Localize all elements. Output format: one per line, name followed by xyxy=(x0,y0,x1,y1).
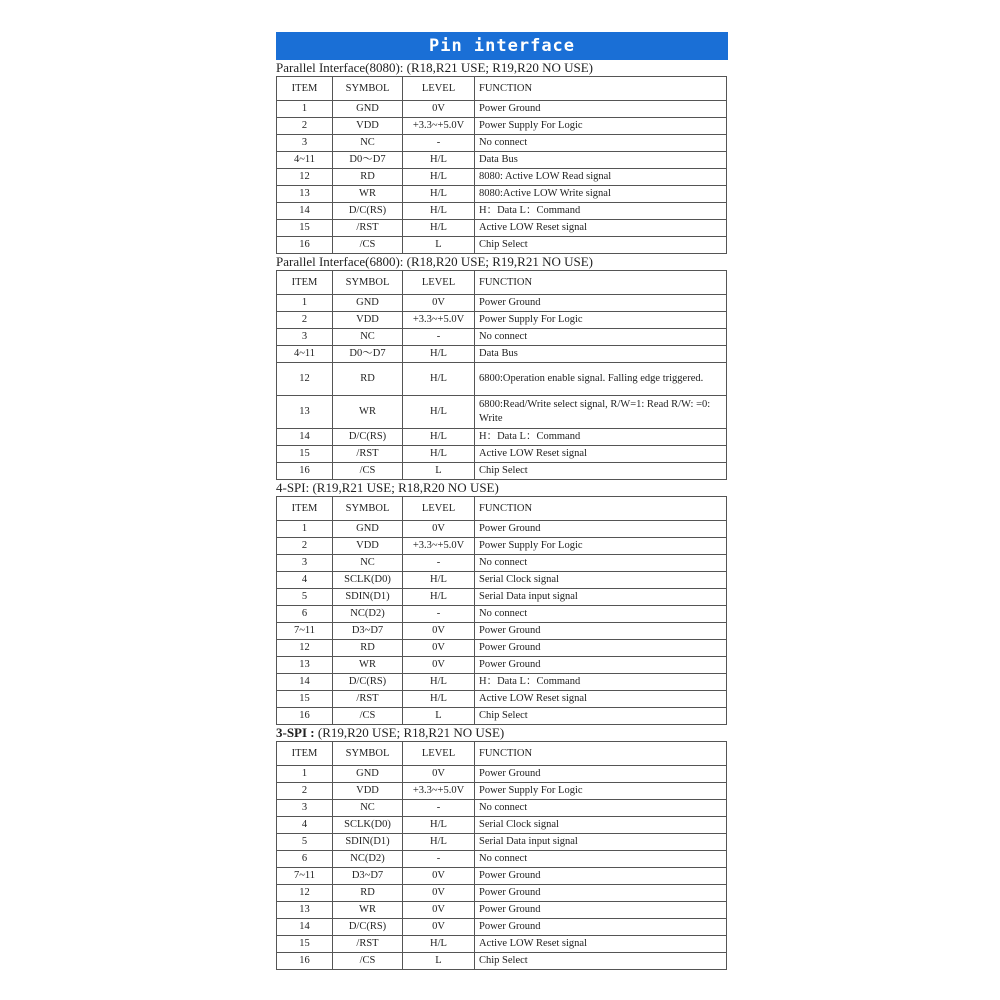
function-cell: Serial Data input signal xyxy=(475,589,727,606)
level-cell: H/L xyxy=(403,834,475,851)
table-row xyxy=(277,800,727,817)
level-cell: 0V xyxy=(403,657,475,674)
symbol-cell: D0～D7 xyxy=(333,152,403,169)
level-cell: 0V xyxy=(403,640,475,657)
table-row xyxy=(277,555,727,572)
item-cell: 4~11 xyxy=(277,346,333,363)
table-row xyxy=(277,657,727,674)
symbol-cell: /CS xyxy=(333,237,403,254)
symbol-cell: /CS xyxy=(333,953,403,970)
function-column-header: FUNCTION xyxy=(475,497,727,521)
item-cell: 5 xyxy=(277,589,333,606)
function-cell: Chip Select xyxy=(475,953,727,970)
level-cell: 0V xyxy=(403,295,475,312)
function-cell: Power Ground xyxy=(475,885,727,902)
section-title-parallel-6800 xyxy=(276,254,728,270)
function-cell: Data Bus xyxy=(475,346,727,363)
function-cell: Serial Data input signal xyxy=(475,834,727,851)
function-cell: Power Supply For Logic xyxy=(475,783,727,800)
table-row xyxy=(277,708,727,725)
level-column-header: LEVEL xyxy=(403,742,475,766)
symbol-cell: GND xyxy=(333,521,403,538)
table-row xyxy=(277,589,727,606)
pin-table-parallel-8080 xyxy=(276,76,727,254)
table-row xyxy=(277,295,727,312)
symbol-cell: SCLK(D0) xyxy=(333,572,403,589)
table-row xyxy=(277,868,727,885)
table-row xyxy=(277,135,727,152)
item-cell: 6 xyxy=(277,606,333,623)
symbol-cell: /RST xyxy=(333,220,403,237)
function-cell: Power Ground xyxy=(475,295,727,312)
level-cell: L xyxy=(403,953,475,970)
function-cell: Power Ground xyxy=(475,766,727,783)
level-cell: H/L xyxy=(403,346,475,363)
item-cell: 15 xyxy=(277,446,333,463)
symbol-cell: NC(D2) xyxy=(333,606,403,623)
function-cell: Data Bus xyxy=(475,152,727,169)
item-cell: 1 xyxy=(277,766,333,783)
table-row xyxy=(277,346,727,363)
level-column-header: LEVEL xyxy=(403,77,475,101)
function-column-header: FUNCTION xyxy=(475,742,727,766)
level-cell: H/L xyxy=(403,169,475,186)
item-cell: 14 xyxy=(277,203,333,220)
function-cell: H：Data L：Command xyxy=(475,429,727,446)
page-title: Pin interface xyxy=(276,32,728,60)
level-cell: H/L xyxy=(403,691,475,708)
symbol-cell: /CS xyxy=(333,708,403,725)
table-row xyxy=(277,521,727,538)
symbol-cell: WR xyxy=(333,396,403,429)
item-cell: 16 xyxy=(277,953,333,970)
function-cell: Power Ground xyxy=(475,521,727,538)
item-cell: 3 xyxy=(277,135,333,152)
level-cell: H/L xyxy=(403,429,475,446)
item-cell: 7~11 xyxy=(277,868,333,885)
level-cell: +3.3~+5.0V xyxy=(403,118,475,135)
table-row xyxy=(277,446,727,463)
table-row xyxy=(277,118,727,135)
symbol-cell: D/C(RS) xyxy=(333,919,403,936)
section-title-parallel-8080 xyxy=(276,60,728,76)
item-cell: 2 xyxy=(277,118,333,135)
table-row xyxy=(277,783,727,800)
item-cell: 2 xyxy=(277,538,333,555)
item-cell: 3 xyxy=(277,555,333,572)
symbol-cell: GND xyxy=(333,766,403,783)
function-cell: Chip Select xyxy=(475,237,727,254)
item-cell: 14 xyxy=(277,919,333,936)
section-title-text: Parallel Interface(6800): (R18,R20 USE; R19,R21 NO USE) xyxy=(276,254,594,269)
symbol-cell: RD xyxy=(333,363,403,396)
table-row xyxy=(277,329,727,346)
table-row xyxy=(277,237,727,254)
function-cell: No connect xyxy=(475,851,727,868)
function-cell: Power Ground xyxy=(475,919,727,936)
function-cell: No connect xyxy=(475,800,727,817)
item-cell: 1 xyxy=(277,521,333,538)
section-title-spi-3wire xyxy=(276,725,728,741)
function-cell: Power Supply For Logic xyxy=(475,312,727,329)
function-cell: Power Supply For Logic xyxy=(475,538,727,555)
level-cell: H/L xyxy=(403,220,475,237)
table-row xyxy=(277,152,727,169)
symbol-cell: NC(D2) xyxy=(333,851,403,868)
table-row xyxy=(277,674,727,691)
function-column-header: FUNCTION xyxy=(475,271,727,295)
item-cell: 14 xyxy=(277,674,333,691)
function-cell: 8080: Active LOW Read signal xyxy=(475,169,727,186)
table-row xyxy=(277,817,727,834)
item-cell: 13 xyxy=(277,186,333,203)
item-column-header: ITEM xyxy=(277,271,333,295)
level-cell: 0V xyxy=(403,868,475,885)
symbol-column-header: SYMBOL xyxy=(333,271,403,295)
table-row xyxy=(277,220,727,237)
item-cell: 1 xyxy=(277,101,333,118)
symbol-cell: SDIN(D1) xyxy=(333,834,403,851)
item-cell: 3 xyxy=(277,329,333,346)
level-cell: H/L xyxy=(403,203,475,220)
item-cell: 7~11 xyxy=(277,623,333,640)
level-cell: L xyxy=(403,237,475,254)
table-row xyxy=(277,691,727,708)
pin-table-spi-4wire xyxy=(276,496,727,725)
level-cell: H/L xyxy=(403,396,475,429)
symbol-cell: VDD xyxy=(333,118,403,135)
symbol-cell: WR xyxy=(333,902,403,919)
item-cell: 13 xyxy=(277,657,333,674)
table-row xyxy=(277,572,727,589)
level-cell: H/L xyxy=(403,674,475,691)
table-row xyxy=(277,463,727,480)
level-cell: - xyxy=(403,606,475,623)
symbol-cell: NC xyxy=(333,329,403,346)
table-row xyxy=(277,429,727,446)
symbol-cell: SCLK(D0) xyxy=(333,817,403,834)
symbol-cell: SDIN(D1) xyxy=(333,589,403,606)
function-cell: Active LOW Reset signal xyxy=(475,691,727,708)
table-row xyxy=(277,203,727,220)
symbol-cell: WR xyxy=(333,657,403,674)
function-cell: 8080:Active LOW Write signal xyxy=(475,186,727,203)
level-cell: - xyxy=(403,135,475,152)
table-header-row xyxy=(277,77,727,101)
table-header-row xyxy=(277,271,727,295)
function-cell: 6800:Operation enable signal. Falling edge triggered. xyxy=(475,363,727,396)
level-cell: 0V xyxy=(403,521,475,538)
table-row xyxy=(277,363,727,396)
level-cell: - xyxy=(403,800,475,817)
function-cell: Power Ground xyxy=(475,101,727,118)
function-cell: Power Ground xyxy=(475,868,727,885)
item-cell: 5 xyxy=(277,834,333,851)
table-row xyxy=(277,396,727,429)
table-row xyxy=(277,186,727,203)
level-cell: +3.3~+5.0V xyxy=(403,312,475,329)
item-cell: 15 xyxy=(277,691,333,708)
item-cell: 2 xyxy=(277,312,333,329)
level-cell: H/L xyxy=(403,363,475,396)
sections-container xyxy=(276,60,728,970)
symbol-cell: D/C(RS) xyxy=(333,674,403,691)
level-cell: - xyxy=(403,555,475,572)
table-header-row xyxy=(277,742,727,766)
item-cell: 12 xyxy=(277,363,333,396)
symbol-cell: GND xyxy=(333,295,403,312)
item-column-header: ITEM xyxy=(277,742,333,766)
item-column-header: ITEM xyxy=(277,497,333,521)
symbol-cell: RD xyxy=(333,885,403,902)
function-cell: H：Data L：Command xyxy=(475,674,727,691)
function-cell: Serial Clock signal xyxy=(475,817,727,834)
symbol-cell: /RST xyxy=(333,691,403,708)
symbol-cell: D0～D7 xyxy=(333,346,403,363)
table-row xyxy=(277,902,727,919)
symbol-column-header: SYMBOL xyxy=(333,742,403,766)
item-cell: 14 xyxy=(277,429,333,446)
symbol-cell: /RST xyxy=(333,446,403,463)
level-cell: H/L xyxy=(403,589,475,606)
item-cell: 16 xyxy=(277,463,333,480)
section-title-text: 4-SPI: (R19,R21 USE; R18,R20 NO USE) xyxy=(276,480,499,495)
item-cell: 6 xyxy=(277,851,333,868)
level-cell: 0V xyxy=(403,919,475,936)
level-cell: +3.3~+5.0V xyxy=(403,783,475,800)
function-cell: Power Supply For Logic xyxy=(475,118,727,135)
table-row xyxy=(277,101,727,118)
pin-table-spi-3wire xyxy=(276,741,727,970)
section-title-spi-4wire xyxy=(276,480,728,496)
item-cell: 15 xyxy=(277,220,333,237)
item-column-header: ITEM xyxy=(277,77,333,101)
symbol-cell: RD xyxy=(333,169,403,186)
symbol-cell: VDD xyxy=(333,783,403,800)
level-cell: L xyxy=(403,708,475,725)
symbol-column-header: SYMBOL xyxy=(333,77,403,101)
symbol-cell: GND xyxy=(333,101,403,118)
symbol-cell: D/C(RS) xyxy=(333,429,403,446)
pin-interface-document xyxy=(276,32,728,970)
table-row xyxy=(277,953,727,970)
level-cell: 0V xyxy=(403,101,475,118)
level-cell: H/L xyxy=(403,572,475,589)
table-row xyxy=(277,851,727,868)
level-column-header: LEVEL xyxy=(403,497,475,521)
item-cell: 13 xyxy=(277,902,333,919)
function-cell: Power Ground xyxy=(475,640,727,657)
level-cell: 0V xyxy=(403,902,475,919)
item-cell: 13 xyxy=(277,396,333,429)
item-cell: 16 xyxy=(277,708,333,725)
function-cell: No connect xyxy=(475,135,727,152)
level-cell: - xyxy=(403,329,475,346)
table-row xyxy=(277,169,727,186)
symbol-cell: D3~D7 xyxy=(333,623,403,640)
level-cell: - xyxy=(403,851,475,868)
section-title-text: (R19,R20 USE; R18,R21 NO USE) xyxy=(314,725,505,740)
symbol-cell: VDD xyxy=(333,312,403,329)
symbol-cell: D3~D7 xyxy=(333,868,403,885)
symbol-cell: D/C(RS) xyxy=(333,203,403,220)
level-cell: 0V xyxy=(403,766,475,783)
symbol-cell: NC xyxy=(333,800,403,817)
level-cell: H/L xyxy=(403,186,475,203)
level-cell: H/L xyxy=(403,152,475,169)
item-cell: 12 xyxy=(277,640,333,657)
item-cell: 3 xyxy=(277,800,333,817)
table-row xyxy=(277,766,727,783)
function-cell: No connect xyxy=(475,329,727,346)
function-cell: Active LOW Reset signal xyxy=(475,220,727,237)
table-row xyxy=(277,623,727,640)
symbol-cell: RD xyxy=(333,640,403,657)
item-cell: 12 xyxy=(277,169,333,186)
item-cell: 4 xyxy=(277,572,333,589)
table-row xyxy=(277,834,727,851)
level-cell: 0V xyxy=(403,885,475,902)
table-row xyxy=(277,312,727,329)
item-cell: 16 xyxy=(277,237,333,254)
table-header-row xyxy=(277,497,727,521)
symbol-cell: NC xyxy=(333,555,403,572)
function-cell: Chip Select xyxy=(475,708,727,725)
symbol-cell: NC xyxy=(333,135,403,152)
symbol-cell: /RST xyxy=(333,936,403,953)
section-title-text: Parallel Interface(8080): (R18,R21 USE; R19,R20 NO USE) xyxy=(276,60,594,75)
function-cell: No connect xyxy=(475,606,727,623)
section-title-bold: 3-SPI : xyxy=(276,725,315,740)
function-cell: Power Ground xyxy=(475,623,727,640)
symbol-cell: WR xyxy=(333,186,403,203)
function-cell: Chip Select xyxy=(475,463,727,480)
function-cell: Active LOW Reset signal xyxy=(475,446,727,463)
table-row xyxy=(277,919,727,936)
function-cell: H：Data L：Command xyxy=(475,203,727,220)
level-cell: H/L xyxy=(403,446,475,463)
function-cell: Power Ground xyxy=(475,657,727,674)
table-row xyxy=(277,640,727,657)
function-cell: Active LOW Reset signal xyxy=(475,936,727,953)
item-cell: 12 xyxy=(277,885,333,902)
item-cell: 15 xyxy=(277,936,333,953)
item-cell: 2 xyxy=(277,783,333,800)
table-row xyxy=(277,606,727,623)
level-column-header: LEVEL xyxy=(403,271,475,295)
pin-table-parallel-6800 xyxy=(276,270,727,480)
level-cell: +3.3~+5.0V xyxy=(403,538,475,555)
item-cell: 4 xyxy=(277,817,333,834)
item-cell: 4~11 xyxy=(277,152,333,169)
level-cell: H/L xyxy=(403,936,475,953)
table-row xyxy=(277,538,727,555)
level-cell: L xyxy=(403,463,475,480)
function-column-header: FUNCTION xyxy=(475,77,727,101)
symbol-column-header: SYMBOL xyxy=(333,497,403,521)
item-cell: 1 xyxy=(277,295,333,312)
function-cell: No connect xyxy=(475,555,727,572)
symbol-cell: /CS xyxy=(333,463,403,480)
level-cell: H/L xyxy=(403,817,475,834)
function-cell: 6800:Read/Write select signal, R/W=1: Read R/W: =0: Write xyxy=(475,396,727,429)
level-cell: 0V xyxy=(403,623,475,640)
symbol-cell: VDD xyxy=(333,538,403,555)
table-row xyxy=(277,936,727,953)
function-cell: Serial Clock signal xyxy=(475,572,727,589)
table-row xyxy=(277,885,727,902)
function-cell: Power Ground xyxy=(475,902,727,919)
